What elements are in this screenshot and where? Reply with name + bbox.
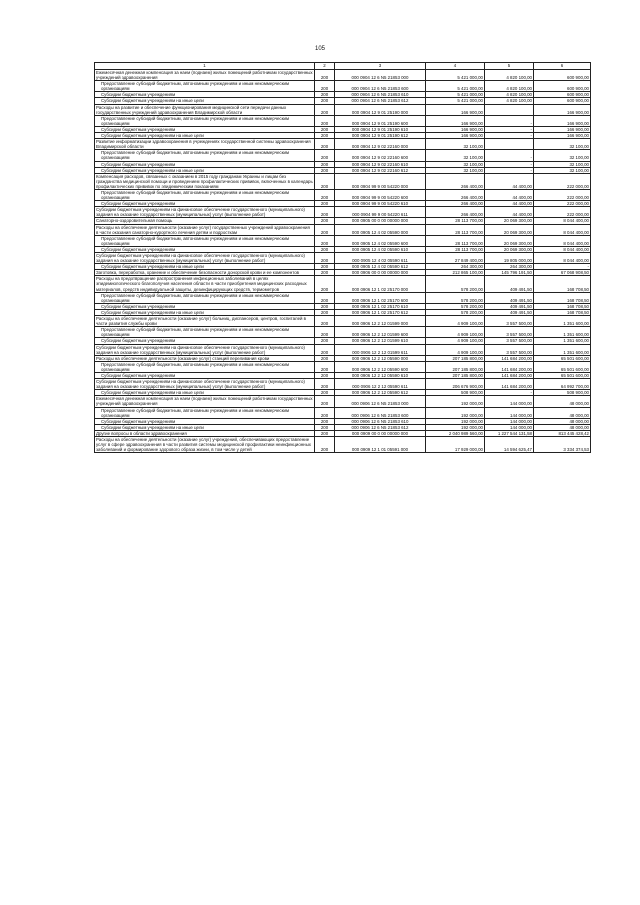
row-amount-federal: 141 684 200,00 — [485, 372, 534, 378]
row-description: Санаторно-оздоровительная помощь — [95, 218, 315, 224]
row-budget-classification: 000 0904 12 6 N5 21853 000 — [335, 70, 426, 81]
row-code: 200 — [315, 270, 335, 276]
row-amount-total: 578 200,00 — [426, 292, 485, 303]
row-budget-classification: 000 0904 12 9 01 25190 600 — [335, 115, 426, 126]
row-amount-regional: 8 044 400,00 — [534, 253, 591, 264]
row-amount-regional: 8 044 400,00 — [534, 218, 591, 224]
row-amount-federal: 409 491,50 — [485, 292, 534, 303]
table-row — [95, 139, 591, 150]
row-amount-regional: 600 900,00 — [534, 92, 591, 98]
column-header: 2 — [315, 63, 335, 70]
row-budget-classification: 000 0906 12 2 12 01599 610 — [335, 338, 426, 344]
row-amount-total: 28 113 700,00 — [426, 246, 485, 252]
row-code: 200 — [315, 407, 335, 418]
row-description: Субсидии бюджетным учреждениям — [95, 338, 315, 344]
row-description: Субсидии бюджетным учреждениям — [95, 303, 315, 309]
table-row — [95, 173, 591, 189]
row-budget-classification: 000 0904 12 9 02 22160 600 — [335, 150, 426, 161]
row-budget-classification: 000 0904 12 6 N5 21853 612 — [335, 98, 426, 104]
table-row — [95, 70, 591, 81]
row-budget-classification: 000 0905 00 0 00 00000 000 — [335, 218, 426, 224]
row-code: 200 — [315, 355, 335, 361]
row-description: Субсидии бюджетным учреждениям на иные цели — [95, 98, 315, 104]
row-description: Предоставление субсидий бюджетным, автономным учреждениям и иным некоммерческим организациям — [95, 235, 315, 246]
row-amount-federal: - — [485, 161, 534, 167]
row-amount-regional: 600 900,00 — [534, 70, 591, 81]
row-amount-federal: - — [485, 126, 534, 132]
row-description: Другие вопросы в области здравоохранения — [95, 430, 315, 436]
row-code: 200 — [315, 338, 335, 344]
row-amount-total: 266 400,00 — [426, 207, 485, 218]
row-amount-regional: 32 100,00 — [534, 139, 591, 150]
row-amount-federal: 4 820 100,00 — [485, 70, 534, 81]
table-row — [95, 235, 591, 246]
row-amount-regional: 32 100,00 — [534, 161, 591, 167]
row-description: Субсидии бюджетным учреждениям — [95, 201, 315, 207]
row-budget-classification: 000 0906 12 2 12 05590 000 — [335, 355, 426, 361]
table-row — [95, 104, 591, 115]
row-amount-total: 5 421 000,00 — [426, 81, 485, 92]
row-amount-total: 4 909 100,00 — [426, 327, 485, 338]
column-header: 3 — [335, 63, 426, 70]
row-amount-regional: 166 900,00 — [534, 115, 591, 126]
table-row — [95, 327, 591, 338]
row-budget-classification: 000 0904 12 6 N5 21853 610 — [335, 92, 426, 98]
budget-table — [94, 62, 591, 453]
row-budget-classification: 000 0906 12 6 N5 21853 610 — [335, 418, 426, 424]
row-amount-regional: 48 000,00 — [534, 396, 591, 407]
row-budget-classification: 000 0906 12 2 12 01599 611 — [335, 344, 426, 355]
row-amount-federal: 141 684 200,00 — [485, 355, 534, 361]
row-amount-federal: 409 491,50 — [485, 303, 534, 309]
row-amount-total: 192 000,00 — [426, 407, 485, 418]
row-code: 200 — [315, 390, 335, 396]
row-budget-classification: 000 0906 12 6 N5 21853 600 — [335, 407, 426, 418]
row-amount-total: 28 113 700,00 — [426, 235, 485, 246]
row-amount-total: 28 113 700,00 — [426, 224, 485, 235]
page-number: 105 — [314, 46, 325, 52]
row-budget-classification: 000 0909 12 1 01 05591 000 — [335, 437, 426, 453]
row-budget-classification: 000 0904 12 9 02 22160 000 — [335, 139, 426, 150]
row-amount-federal: 20 069 300,00 — [485, 246, 534, 252]
row-amount-total: 17 929 000,00 — [426, 437, 485, 453]
row-description: Субсидии бюджетным учреждениям на иные цели — [95, 133, 315, 139]
row-amount-total: 207 185 800,00 — [426, 372, 485, 378]
row-budget-classification: 000 0906 12 1 02 25170 000 — [335, 276, 426, 292]
row-code: 200 — [315, 189, 335, 200]
row-budget-classification: 000 0904 12 9 02 22160 610 — [335, 161, 426, 167]
row-budget-classification: 000 0905 12 4 02 05590 000 — [335, 224, 426, 235]
row-amount-total: 166 900,00 — [426, 104, 485, 115]
row-code: 200 — [315, 126, 335, 132]
row-amount-federal: - — [485, 115, 534, 126]
table-body — [95, 70, 591, 453]
row-amount-federal: 44 400,00 — [485, 201, 534, 207]
row-budget-classification: 000 0905 12 4 02 05590 611 — [335, 253, 426, 264]
row-description: Ежемесячная денежная компенсация за наем (поднаем) жилых помещений работникам государственных учреждений здравоохранения — [96, 396, 313, 407]
row-code: 200 — [315, 218, 335, 224]
row-code: 200 — [315, 246, 335, 252]
row-amount-total: 27 849 400,00 — [426, 253, 485, 264]
row-amount-total: 192 000,00 — [426, 424, 485, 430]
row-budget-classification: 000 0906 12 1 02 25170 600 — [335, 292, 426, 303]
row-amount-total: 166 900,00 — [426, 115, 485, 126]
row-description: Заготовка, переработка, хранение и обеспечение безопасности донорской крови и ее компонентов — [95, 270, 315, 276]
row-description: Расходы на обеспечение деятельности (оказание услуг) больниц, диспансеров, центров, госпиталей в части развития службы крови — [95, 316, 315, 327]
row-budget-classification: 000 0904 12 6 N5 21853 600 — [335, 81, 426, 92]
row-amount-total: 166 900,00 — [426, 133, 485, 139]
row-amount-regional: 166 900,00 — [534, 104, 591, 115]
row-amount-federal: 1 227 544 131,58 — [485, 430, 534, 436]
row-budget-classification: 000 0906 12 1 02 25170 612 — [335, 309, 426, 315]
table-row — [95, 361, 591, 372]
row-description: Ежемесячная денежная компенсация за наем (поднаем) жилых помещений работникам государственных учреждений здравоохранения — [96, 70, 313, 81]
table-row — [95, 407, 591, 418]
row-amount-regional: 67 068 908,50 — [534, 270, 591, 276]
row-amount-federal: 409 491,50 — [485, 276, 534, 292]
row-amount-regional: 222 000,00 — [534, 201, 591, 207]
row-amount-total: 266 400,00 — [426, 173, 485, 189]
column-header: 4 — [426, 63, 485, 70]
table-row — [95, 224, 591, 235]
row-amount-federal: 44 400,00 — [485, 189, 534, 200]
row-description: Субсидии бюджетным учреждениям на иные цели — [95, 390, 315, 396]
row-amount-total: 5 421 000,00 — [426, 92, 485, 98]
row-amount-regional: 48 000,00 — [534, 418, 591, 424]
row-description: Предоставление субсидий бюджетным, автономным учреждениям и иным некоммерческим организациям — [95, 150, 315, 161]
table-row — [95, 396, 591, 407]
row-amount-federal: 264 300,00 — [485, 264, 534, 270]
row-budget-classification: 000 0905 12 4 02 05590 610 — [335, 246, 426, 252]
row-amount-federal: 3 557 500,00 — [485, 344, 534, 355]
row-amount-regional: 64 992 700,00 — [534, 379, 591, 390]
row-amount-regional: 1 351 600,00 — [534, 344, 591, 355]
row-amount-federal: 44 400,00 — [485, 173, 534, 189]
row-description: Субсидии бюджетным учреждениям — [95, 246, 315, 252]
row-amount-federal: 20 069 300,00 — [485, 224, 534, 235]
row-code: 200 — [315, 115, 335, 126]
table-row — [95, 81, 591, 92]
row-description: Развитие информатизации здравоохранения в учреждениях государственной системы здравоохранения Владимирской области — [95, 139, 315, 150]
row-amount-federal: 144 000,00 — [485, 424, 534, 430]
row-amount-regional: 65 501 600,00 — [534, 372, 591, 378]
row-amount-federal: 4 820 100,00 — [485, 92, 534, 98]
row-code: 200 — [315, 150, 335, 161]
row-description: Субсидии бюджетным учреждениям — [95, 126, 315, 132]
row-budget-classification: 000 0904 12 9 01 25190 610 — [335, 126, 426, 132]
row-description: Субсидии бюджетным учреждениям на финансовое обеспечение государственного (муниципального) задания на оказание государственных (муниципальных) услуг (выполнение работ) — [95, 207, 315, 218]
row-amount-federal: 44 400,00 — [485, 207, 534, 218]
column-header: 6 — [534, 63, 591, 70]
row-amount-federal: 14 594 625,47 — [485, 437, 534, 453]
row-budget-classification: 000 0905 12 4 02 05590 612 — [335, 264, 426, 270]
row-code: 200 — [315, 316, 335, 327]
row-code: 200 — [315, 224, 335, 235]
table-row — [95, 207, 591, 218]
table-row — [95, 276, 591, 292]
row-description: Субсидии бюджетным учреждениям на иные цели — [95, 309, 315, 315]
row-description: Субсидии бюджетным учреждениям на иные цели — [95, 264, 315, 270]
row-code: 200 — [315, 372, 335, 378]
row-code: 200 — [315, 327, 335, 338]
row-amount-regional: 48 000,00 — [534, 407, 591, 418]
row-amount-total: 4 909 100,00 — [426, 316, 485, 327]
row-description: Субсидии бюджетным учреждениям на финансовое обеспечение государственного (муниципального) задания на оказание государственных (муниципальных) услуг (выполнение работ) — [95, 379, 315, 390]
row-description: Расходы на обеспечение деятельности (оказание услуг) учреждений, обеспечивающих предоставление услуг в сфере здравоохранения в части развития системы медицинской профилактики неинфекционных заболеваний и формирование здорового образа жизни, в том числе у детей — [95, 437, 315, 453]
row-description: Субсидии бюджетным учреждениям — [95, 372, 315, 378]
row-budget-classification: 000 0904 12 9 01 25190 000 — [335, 104, 426, 115]
row-budget-classification: 000 0906 12 2 12 05590 610 — [335, 372, 426, 378]
row-description: Субсидии бюджетным учреждениям на иные цели — [95, 167, 315, 173]
row-code: 200 — [315, 396, 335, 407]
row-amount-federal — [485, 104, 534, 115]
row-code: 200 — [315, 104, 335, 115]
row-amount-regional: 1 351 600,00 — [534, 338, 591, 344]
row-amount-total: 4 909 100,00 — [426, 344, 485, 355]
table-row — [95, 150, 591, 161]
row-budget-classification: 000 0906 12 1 02 25170 610 — [335, 303, 426, 309]
row-code: 200 — [315, 92, 335, 98]
row-amount-total: 206 676 900,00 — [426, 379, 485, 390]
column-header-row — [95, 63, 591, 70]
row-code: 200 — [315, 309, 335, 315]
row-code: 200 — [315, 418, 335, 424]
row-amount-total: 32 100,00 — [426, 161, 485, 167]
row-amount-total: 578 200,00 — [426, 303, 485, 309]
row-code: 200 — [315, 344, 335, 355]
row-budget-classification: 000 0906 12 2 12 05590 611 — [335, 379, 426, 390]
row-code: 200 — [315, 207, 335, 218]
row-code: 200 — [315, 70, 335, 81]
row-code: 200 — [315, 253, 335, 264]
row-amount-total: 212 865 100,00 — [426, 270, 485, 276]
row-code: 200 — [315, 167, 335, 173]
table-row — [95, 344, 591, 355]
row-amount-total: 266 400,00 — [426, 201, 485, 207]
row-amount-total: 5 421 000,00 — [426, 70, 485, 81]
row-amount-total: 578 200,00 — [426, 276, 485, 292]
row-amount-federal: - — [485, 167, 534, 173]
row-amount-total: 32 100,00 — [426, 139, 485, 150]
row-description: Субсидии бюджетным учреждениям — [95, 92, 315, 98]
row-amount-regional: 508 900,00 — [534, 390, 591, 396]
row-amount-regional: - — [534, 264, 591, 270]
row-amount-regional: 168 708,50 — [534, 309, 591, 315]
row-amount-regional: 3 334 374,53 — [534, 437, 591, 453]
row-amount-total: 266 400,00 — [426, 189, 485, 200]
row-amount-total: 207 185 800,00 — [426, 355, 485, 361]
row-amount-regional: 222 000,00 — [534, 207, 591, 218]
row-amount-federal: 145 796 191,50 — [485, 270, 534, 276]
row-amount-federal: 20 069 300,00 — [485, 218, 534, 224]
row-code: 200 — [315, 303, 335, 309]
row-budget-classification: 000 0904 99 9 00 54220 600 — [335, 189, 426, 200]
row-amount-regional: 813 445 428,42 — [534, 430, 591, 436]
row-amount-regional: 32 100,00 — [534, 167, 591, 173]
row-amount-federal: 141 684 200,00 — [485, 379, 534, 390]
row-code: 200 — [315, 133, 335, 139]
row-code: 200 — [315, 379, 335, 390]
row-amount-federal: 3 557 500,00 — [485, 327, 534, 338]
row-budget-classification: 000 0904 12 9 01 25190 612 — [335, 133, 426, 139]
column-header: 5 — [485, 63, 534, 70]
row-code: 200 — [315, 235, 335, 246]
row-amount-regional: 8 044 400,00 — [534, 235, 591, 246]
row-amount-regional: 168 708,50 — [534, 303, 591, 309]
row-amount-regional: 1 351 600,00 — [534, 316, 591, 327]
row-description: Предоставление субсидий бюджетным, автономным учреждениям и иным некоммерческим организациям — [95, 115, 315, 126]
row-amount-total: 192 000,00 — [426, 396, 485, 407]
row-description: Расходы на обеспечение деятельности (оказание услуг) станций переливания крови — [95, 355, 315, 361]
row-amount-regional: 65 501 600,00 — [534, 355, 591, 361]
row-amount-federal: 4 820 100,00 — [485, 81, 534, 92]
row-description: Субсидии бюджетным учреждениям на финансовое обеспечение государственного (муниципального) задания на оказание государственных (муниципальных) услуг (выполнение работ) — [95, 253, 315, 264]
row-amount-total: 508 900,00 — [426, 390, 485, 396]
row-amount-regional: 600 900,00 — [534, 98, 591, 104]
row-amount-regional: 65 501 600,00 — [534, 361, 591, 372]
row-amount-total: 166 900,00 — [426, 126, 485, 132]
row-budget-classification: 000 0904 99 9 00 54220 000 — [335, 173, 426, 189]
table-row — [95, 379, 591, 390]
row-code: 200 — [315, 98, 335, 104]
row-code: 200 — [315, 276, 335, 292]
row-budget-classification: 000 0904 12 9 02 22160 612 — [335, 167, 426, 173]
row-code: 200 — [315, 430, 335, 436]
table-row — [95, 189, 591, 200]
row-amount-federal: 20 069 300,00 — [485, 235, 534, 246]
row-description: Компенсация расходов, связанных с оказанием в 2015 году гражданам Украины и лицам без гражданства медицинской помощи и проведением профилактических прививок, включенных в календарь профилактических прививок по эпидемическим показаниям — [96, 173, 313, 189]
row-amount-federal: - — [485, 133, 534, 139]
row-amount-regional: 8 044 400,00 — [534, 224, 591, 235]
row-budget-classification: 000 0909 00 0 00 00000 000 — [335, 430, 426, 436]
row-amount-total: 264 300,00 — [426, 264, 485, 270]
row-amount-federal — [485, 139, 534, 150]
row-amount-regional: 222 000,00 — [534, 173, 591, 189]
row-budget-classification: 000 0906 12 2 12 05590 600 — [335, 361, 426, 372]
row-amount-regional: 600 900,00 — [534, 81, 591, 92]
row-amount-federal: 144 000,00 — [485, 418, 534, 424]
row-budget-classification: 000 0906 12 2 12 01599 600 — [335, 327, 426, 338]
row-description: Предоставление субсидий бюджетным, автономным учреждениям и иным некоммерческим организациям — [95, 81, 315, 92]
row-description: Предоставление субсидий бюджетным, автономным учреждениям и иным некоммерческим организациям — [95, 292, 315, 303]
table-row — [95, 316, 591, 327]
row-description: Расходы на обеспечение деятельности (оказание услуг) государственных учреждений здравоохранения в части оказания санаторно-курортного лечения детям и подросткам — [95, 224, 315, 235]
row-description: Расходы на развитие и обеспечение функционирования медицинской сети передачи данных государственных учреждений здравоохранения Владимирской области — [95, 104, 315, 115]
row-amount-total: 5 421 000,00 — [426, 98, 485, 104]
row-budget-classification: 000 0906 12 2 12 05590 612 — [335, 390, 426, 396]
row-code: 200 — [315, 161, 335, 167]
row-amount-total: 2 040 989 560,00 — [426, 430, 485, 436]
row-code: 200 — [315, 201, 335, 207]
row-budget-classification: 000 0906 12 6 N5 21853 000 — [335, 396, 426, 407]
row-amount-federal: 4 820 100,00 — [485, 98, 534, 104]
table-row — [95, 115, 591, 126]
row-code: 200 — [315, 264, 335, 270]
row-budget-classification: 000 0904 99 9 00 54220 610 — [335, 201, 426, 207]
row-amount-federal: 144 000,00 — [485, 396, 534, 407]
row-amount-federal: 141 684 200,00 — [485, 361, 534, 372]
row-amount-total: 32 100,00 — [426, 167, 485, 173]
row-amount-total: 207 185 800,00 — [426, 361, 485, 372]
row-description: Предоставление субсидий бюджетным, автономным учреждениям и иным некоммерческим организациям — [95, 407, 315, 418]
row-amount-federal: 3 557 500,00 — [485, 316, 534, 327]
row-description: Субсидии бюджетным учреждениям — [95, 418, 315, 424]
row-code: 200 — [315, 173, 335, 189]
row-amount-regional: 48 000,00 — [534, 424, 591, 430]
row-description: Субсидии бюджетным учреждениям на иные цели — [95, 424, 315, 430]
row-amount-total: 192 000,00 — [426, 418, 485, 424]
row-code: 200 — [315, 361, 335, 372]
row-amount-regional: 166 900,00 — [534, 126, 591, 132]
row-amount-total: 4 909 100,00 — [426, 338, 485, 344]
row-amount-federal: 144 000,00 — [485, 407, 534, 418]
row-code: 200 — [315, 292, 335, 303]
row-amount-regional: 166 900,00 — [534, 133, 591, 139]
row-amount-federal: - — [485, 390, 534, 396]
row-description: Предоставление субсидий бюджетным, автономным учреждениям и иным некоммерческим организациям — [95, 189, 315, 200]
table-row — [95, 437, 591, 453]
row-description: Предоставление субсидий бюджетным, автономным учреждениям и иным некоммерческим организациям — [95, 327, 315, 338]
table-row — [95, 253, 591, 264]
row-description: Расходы на предотвращение распространения инфекционных заболеваний в целях эпидемиологического благополучия населения области в части приобретения медицинских расходных материалов, средств индивидуальной защиты, дезинфицирующих средств, термометров — [95, 276, 315, 292]
row-amount-regional: 168 708,50 — [534, 292, 591, 303]
row-amount-federal: 19 805 000,00 — [485, 253, 534, 264]
row-amount-regional: 168 708,50 — [534, 276, 591, 292]
row-amount-total: 32 100,00 — [426, 150, 485, 161]
row-budget-classification: 000 0906 00 0 00 00000 000 — [335, 270, 426, 276]
row-amount-regional: 8 044 400,00 — [534, 246, 591, 252]
table-row — [95, 292, 591, 303]
row-code: 200 — [315, 81, 335, 92]
column-header: 1 — [95, 63, 315, 70]
row-description: Субсидии бюджетным учреждениям на финансовое обеспечение государственного (муниципального) задания на оказание государственных (муниципальных) услуг (выполнение работ) — [95, 344, 315, 355]
row-amount-total: 578 200,00 — [426, 309, 485, 315]
row-description: Предоставление субсидий бюджетным, автономным учреждениям и иным некоммерческим организациям — [95, 361, 315, 372]
row-amount-federal: - — [485, 150, 534, 161]
row-amount-total: 28 113 700,00 — [426, 218, 485, 224]
row-amount-federal: 3 557 500,00 — [485, 338, 534, 344]
row-description: Субсидии бюджетным учреждениям — [95, 161, 315, 167]
row-budget-classification: 000 0905 12 4 02 05590 600 — [335, 235, 426, 246]
row-budget-classification: 000 0906 12 2 12 01599 000 — [335, 316, 426, 327]
row-code: 200 — [315, 139, 335, 150]
row-amount-regional: 32 100,00 — [534, 150, 591, 161]
row-code: 200 — [315, 437, 335, 453]
row-amount-regional: 1 351 600,00 — [534, 327, 591, 338]
row-budget-classification: 000 0906 12 6 N5 21853 612 — [335, 424, 426, 430]
row-amount-federal: 409 491,50 — [485, 309, 534, 315]
row-amount-regional: 222 000,00 — [534, 189, 591, 200]
row-code: 200 — [315, 424, 335, 430]
row-budget-classification: 000 0904 99 9 00 54220 611 — [335, 207, 426, 218]
